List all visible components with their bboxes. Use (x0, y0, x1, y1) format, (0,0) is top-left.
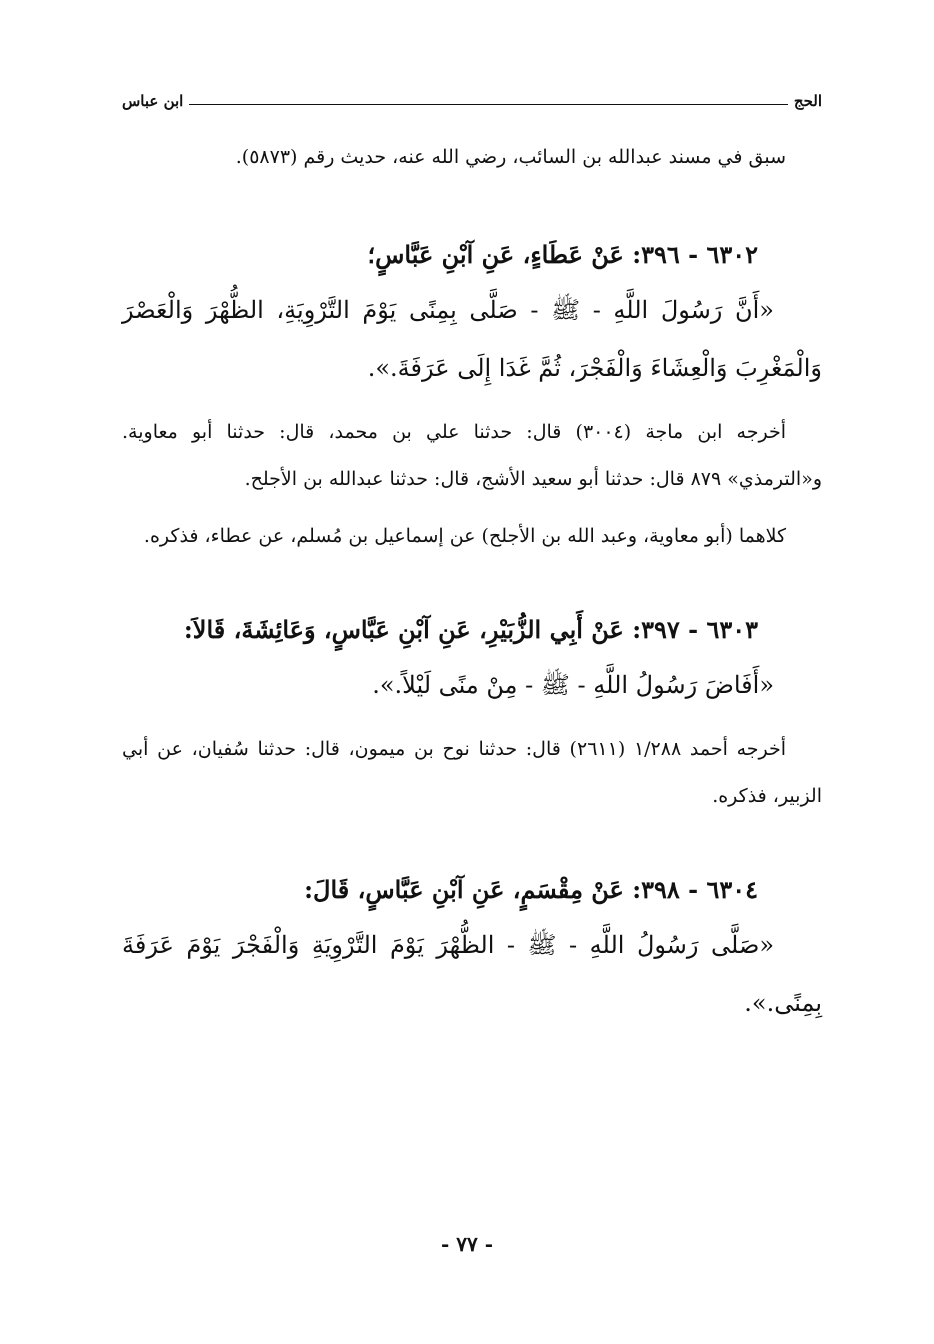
hadith-6303-text: «أَفَاضَ رَسُولُ اللَّهِ - ﷺ - مِنْ منًى لَيْلاً.». (372, 671, 774, 699)
hadith-6303-title: ٦٣٠٣ - ٣٩٧: عَنْ أَبِي الزُّبَيْرِ، عَنِ آبْنِ عَبَّاسٍ، وَعَائِشَةَ، قَالاَ: (183, 615, 758, 644)
hadith-6302-text: «أَنَّ رَسُولَ اللَّهِ - ﷺ - صَلَّى بِمِنًى يَوْمَ التَّرْوِيَةِ، الظُّهْرَ وَالْعَصْرَ وَالْمَغْرِبَ وَالْعِشَاءَ وَالْفَجْرَ، ثُمَّ غَدَا إِلَى عَرَفَةَ.». (122, 296, 822, 382)
hadith-6302-takhrij-summary: كلاهما (أبو معاوية، وعبد الله بن الأجلح) عن إسماعيل بن مُسلم، عن عطاء، فذكره. (143, 525, 786, 547)
chapter-title: الحج (793, 92, 822, 110)
page-body (122, 134, 822, 1032)
hadith-6302-title: ٦٣٠٢ - ٣٩٦: عَنْ عَطَاءٍ، عَنِ آبْنِ عَبَّاسٍ؛ (367, 240, 758, 269)
header-rule (189, 104, 788, 105)
section-title: ابن عباس (122, 92, 184, 110)
hadith-6304-text: «صَلَّى رَسُولُ اللَّهِ - ﷺ - الظُّهْرَ يَوْمَ التَّرْوِيَةِ وَالْفَجْرَ يَوْمَ عَرَفَةَ بِمِنًى.». (122, 931, 822, 1017)
running-header (122, 88, 822, 114)
page-number: - ٧٧ - (440, 1232, 493, 1256)
hadith-6304-title: ٦٣٠٤ - ٣٩٨: عَنْ مِقْسَمٍ، عَنِ آبْنِ عَبَّاسٍ، قَالَ: (304, 875, 758, 904)
hadith-6303-takhrij: أخرجه أحمد ١/٢٨٨ (٢٦١١) قال: حدثنا نوح بن ميمون، قال: حدثنا سُفيان، عن أبي الزبير، فذكره. (122, 738, 822, 807)
intro-note: سبق في مسند عبدالله بن السائب، رضي الله عنه، حديث رقم (٥٨٧٣). (235, 146, 786, 168)
hadith-6302-takhrij: أخرجه ابن ماجة (٣٠٠٤) قال: حدثنا علي بن محمد، قال: حدثنا أبو معاوية. و«الترمذي» ٨٧٩ قال: حدثنا أبو سعيد الأشج، قال: حدثنا عبدالله بن الأجلح. (122, 421, 822, 490)
